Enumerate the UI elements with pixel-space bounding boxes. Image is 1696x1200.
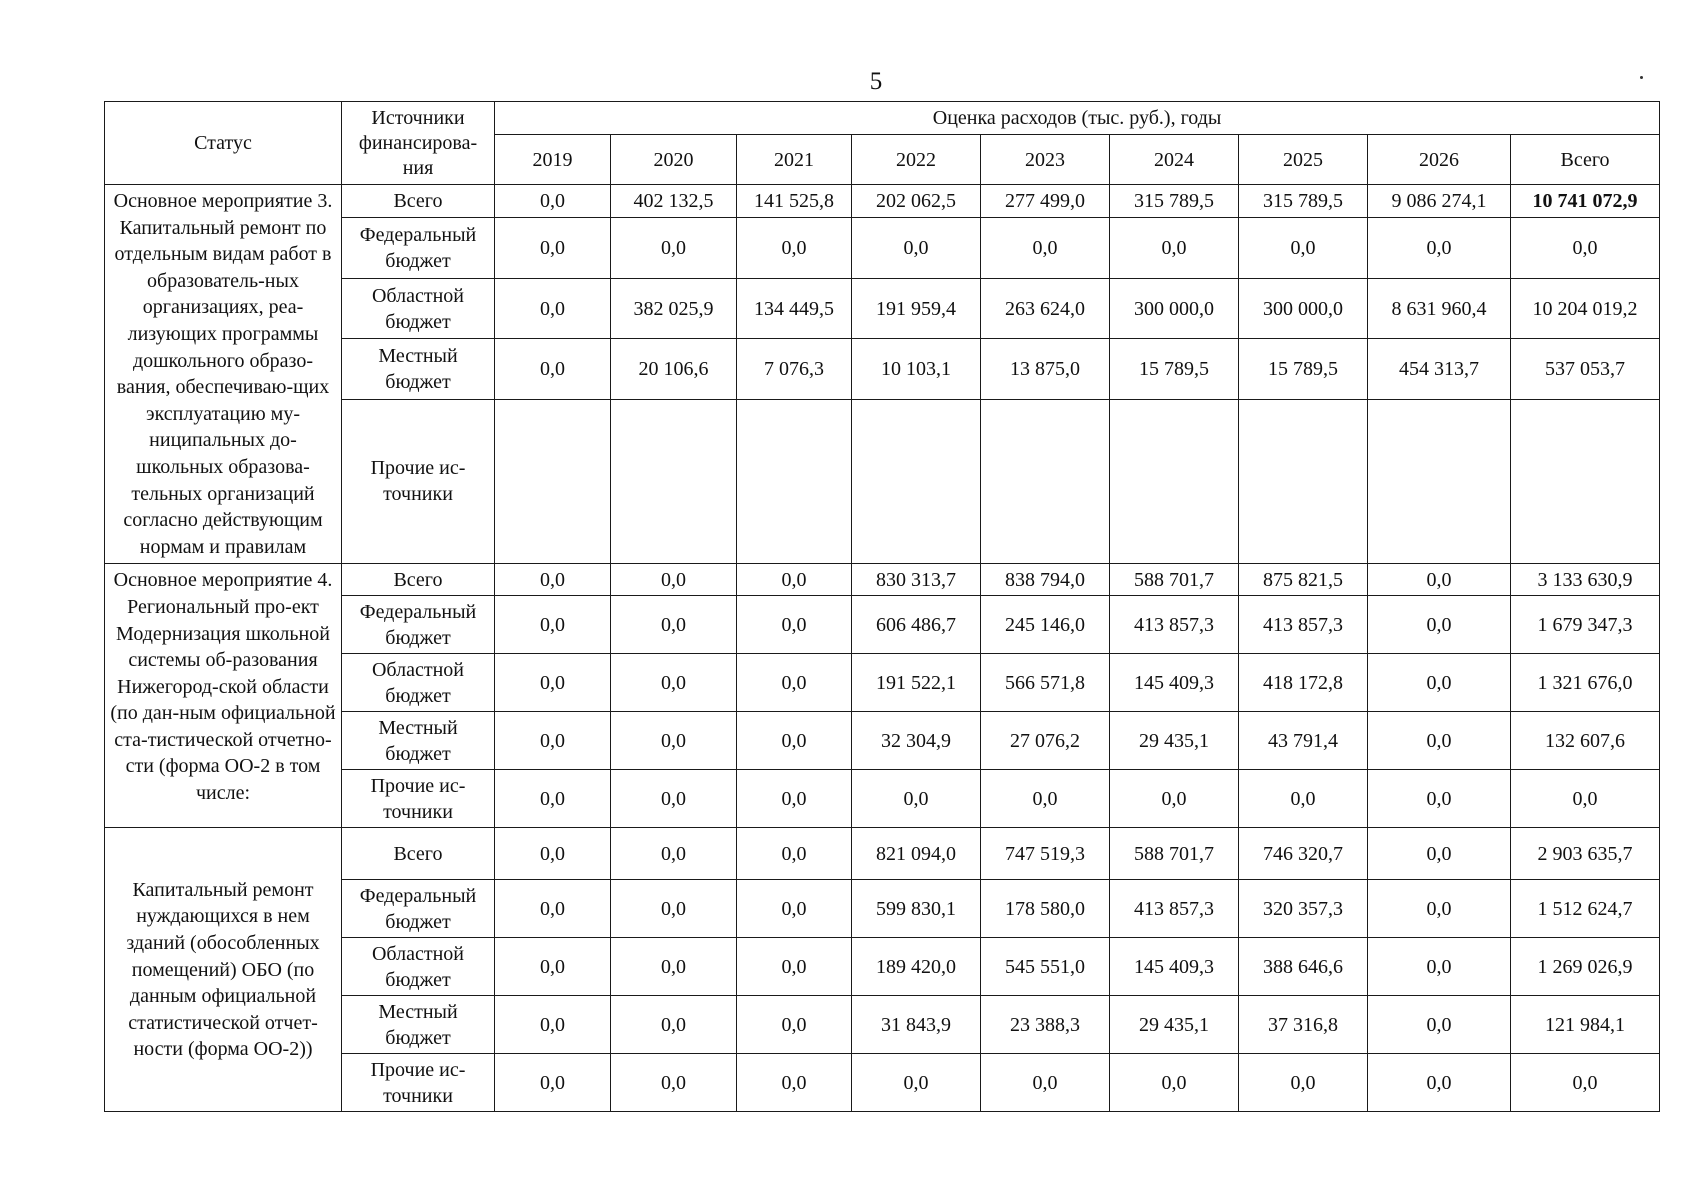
value-cell: 0,0: [611, 596, 737, 654]
source-cell: Местный бюджет: [342, 712, 495, 770]
value-cell: 23 388,3: [981, 996, 1110, 1054]
total-cell: 2 903 635,7: [1511, 828, 1660, 880]
value-cell: 43 791,4: [1239, 712, 1368, 770]
value-cell: 0,0: [737, 218, 852, 278]
value-cell: 141 525,8: [737, 185, 852, 218]
source-cell: Федеральный бюджет: [342, 880, 495, 938]
value-cell: 15 789,5: [1110, 339, 1239, 399]
value-cell: 178 580,0: [981, 880, 1110, 938]
value-cell: 0,0: [852, 218, 981, 278]
value-cell: 10 103,1: [852, 339, 981, 399]
header-status: Статус: [105, 102, 342, 185]
total-cell: 0,0: [1511, 218, 1660, 278]
header-year-col: 2020: [611, 135, 737, 185]
table-row: [105, 564, 1660, 596]
source-cell: Всего: [342, 185, 495, 218]
value-cell: 189 420,0: [852, 938, 981, 996]
value-cell: 875 821,5: [1239, 564, 1368, 596]
value-cell: 0,0: [611, 218, 737, 278]
value-cell: 413 857,3: [1110, 596, 1239, 654]
value-cell: 0,0: [981, 1054, 1110, 1112]
value-cell: 0,0: [1239, 218, 1368, 278]
value-cell: 7 076,3: [737, 339, 852, 399]
table-row: [105, 185, 1660, 218]
value-cell: 0,0: [495, 938, 611, 996]
value-cell: 315 789,5: [1110, 185, 1239, 218]
value-cell: 747 519,3: [981, 828, 1110, 880]
header-year-col: 2022: [852, 135, 981, 185]
value-cell: 413 857,3: [1239, 596, 1368, 654]
source-cell: Областной бюджет: [342, 278, 495, 338]
value-cell: 0,0: [495, 185, 611, 218]
scan-speck: [1640, 76, 1643, 79]
value-cell: 0,0: [737, 880, 852, 938]
value-cell: 0,0: [737, 996, 852, 1054]
total-cell: 132 607,6: [1511, 712, 1660, 770]
total-cell: 1 269 026,9: [1511, 938, 1660, 996]
value-cell: 0,0: [495, 654, 611, 712]
header-year-col: 2026: [1368, 135, 1511, 185]
value-cell: 0,0: [611, 1054, 737, 1112]
value-cell: [1368, 399, 1511, 564]
page-number: 5: [869, 68, 883, 95]
value-cell: 20 106,6: [611, 339, 737, 399]
value-cell: 0,0: [1368, 770, 1511, 828]
value-cell: 0,0: [737, 654, 852, 712]
status-cell: Капитальный ремонт нуждающихся в нем зданий (обособленных помещений) ОБО (по данным официальной статистической отчет-ности (форма ОО-2)): [105, 828, 342, 1112]
total-cell: 1 679 347,3: [1511, 596, 1660, 654]
value-cell: 134 449,5: [737, 278, 852, 338]
value-cell: 746 320,7: [1239, 828, 1368, 880]
header-year-col: 2021: [737, 135, 852, 185]
source-cell: Областной бюджет: [342, 938, 495, 996]
source-cell: Прочие ис-точники: [342, 1054, 495, 1112]
total-cell: 10 204 019,2: [1511, 278, 1660, 338]
value-cell: [981, 399, 1110, 564]
value-cell: 0,0: [495, 596, 611, 654]
value-cell: 300 000,0: [1239, 278, 1368, 338]
value-cell: 0,0: [495, 770, 611, 828]
total-cell: 537 053,7: [1511, 339, 1660, 399]
value-cell: 37 316,8: [1239, 996, 1368, 1054]
value-cell: 0,0: [495, 564, 611, 596]
source-cell: Местный бюджет: [342, 339, 495, 399]
value-cell: 0,0: [1368, 654, 1511, 712]
value-cell: 0,0: [495, 1054, 611, 1112]
value-cell: 388 646,6: [1239, 938, 1368, 996]
value-cell: 0,0: [495, 712, 611, 770]
header-estimate: Оценка расходов (тыс. руб.), годы: [495, 102, 1660, 135]
value-cell: 0,0: [1368, 218, 1511, 278]
source-cell: Всего: [342, 564, 495, 596]
total-cell: 121 984,1: [1511, 996, 1660, 1054]
value-cell: 382 025,9: [611, 278, 737, 338]
value-cell: 0,0: [1368, 1054, 1511, 1112]
value-cell: 0,0: [495, 339, 611, 399]
value-cell: 0,0: [1368, 880, 1511, 938]
value-cell: 0,0: [495, 996, 611, 1054]
value-cell: 0,0: [981, 218, 1110, 278]
total-cell: 0,0: [1511, 770, 1660, 828]
value-cell: 0,0: [737, 828, 852, 880]
value-cell: 0,0: [611, 938, 737, 996]
value-cell: 0,0: [1368, 564, 1511, 596]
total-cell: 0,0: [1511, 1054, 1660, 1112]
value-cell: 0,0: [611, 996, 737, 1054]
value-cell: 31 843,9: [852, 996, 981, 1054]
value-cell: 830 313,7: [852, 564, 981, 596]
value-cell: [852, 399, 981, 564]
value-cell: 0,0: [1368, 828, 1511, 880]
header-year-col: 2024: [1110, 135, 1239, 185]
table-row: [105, 828, 1660, 880]
source-cell: Местный бюджет: [342, 996, 495, 1054]
source-cell: Всего: [342, 828, 495, 880]
value-cell: 315 789,5: [1239, 185, 1368, 218]
header-year-col: 2019: [495, 135, 611, 185]
value-cell: 0,0: [1110, 770, 1239, 828]
value-cell: 0,0: [1368, 712, 1511, 770]
header-row: [105, 102, 1660, 135]
value-cell: 418 172,8: [1239, 654, 1368, 712]
value-cell: 13 875,0: [981, 339, 1110, 399]
value-cell: 0,0: [852, 1054, 981, 1112]
value-cell: 838 794,0: [981, 564, 1110, 596]
value-cell: 263 624,0: [981, 278, 1110, 338]
source-cell: Прочие ис-точники: [342, 770, 495, 828]
value-cell: [737, 399, 852, 564]
value-cell: 0,0: [1239, 770, 1368, 828]
status-cell: Основное мероприятие 4. Региональный про-ект Модернизация школьной системы об-разования Нижегород-ской области (по дан-ным официальной ста-тистической отчетно-сти (форма ОО-2 в том числе:: [105, 564, 342, 828]
value-cell: 145 409,3: [1110, 654, 1239, 712]
value-cell: 29 435,1: [1110, 712, 1239, 770]
value-cell: 588 701,7: [1110, 564, 1239, 596]
value-cell: 0,0: [495, 278, 611, 338]
value-cell: 300 000,0: [1110, 278, 1239, 338]
value-cell: 0,0: [737, 564, 852, 596]
value-cell: 245 146,0: [981, 596, 1110, 654]
value-cell: 202 062,5: [852, 185, 981, 218]
source-cell: Федеральный бюджет: [342, 218, 495, 278]
value-cell: 0,0: [611, 654, 737, 712]
value-cell: 29 435,1: [1110, 996, 1239, 1054]
source-cell: Прочие ис-точники: [342, 399, 495, 564]
value-cell: 0,0: [1110, 1054, 1239, 1112]
value-cell: [1110, 399, 1239, 564]
header-total-col: Всего: [1511, 135, 1660, 185]
value-cell: 0,0: [737, 712, 852, 770]
value-cell: 0,0: [737, 770, 852, 828]
value-cell: 0,0: [1368, 938, 1511, 996]
value-cell: 0,0: [737, 938, 852, 996]
value-cell: 599 830,1: [852, 880, 981, 938]
value-cell: 0,0: [495, 218, 611, 278]
total-cell: 10 741 072,9: [1511, 185, 1660, 218]
total-cell: 1 512 624,7: [1511, 880, 1660, 938]
value-cell: 0,0: [611, 880, 737, 938]
value-cell: 0,0: [1239, 1054, 1368, 1112]
value-cell: 606 486,7: [852, 596, 981, 654]
value-cell: 413 857,3: [1110, 880, 1239, 938]
value-cell: [1239, 399, 1368, 564]
value-cell: 0,0: [611, 564, 737, 596]
total-cell: 3 133 630,9: [1511, 564, 1660, 596]
value-cell: 0,0: [852, 770, 981, 828]
header-sources: Источники финансирова-ния: [342, 102, 495, 185]
value-cell: [611, 399, 737, 564]
status-cell: Основное мероприятие 3. Капитальный ремонт по отдельным видам работ в образователь-ных организациях, реа-лизующих программы дошкольного образо-вания, обеспечиваю-щих эксплуатацию му-ниципальных до-школьных образова-тельных организаций согласно действующим нормам и правилам: [105, 185, 342, 564]
value-cell: 0,0: [1368, 596, 1511, 654]
source-cell: Федеральный бюджет: [342, 596, 495, 654]
value-cell: 191 959,4: [852, 278, 981, 338]
value-cell: 27 076,2: [981, 712, 1110, 770]
header-year-col: 2023: [981, 135, 1110, 185]
value-cell: 821 094,0: [852, 828, 981, 880]
value-cell: 0,0: [1110, 218, 1239, 278]
value-cell: 402 132,5: [611, 185, 737, 218]
header-year-col: 2025: [1239, 135, 1368, 185]
value-cell: 0,0: [611, 770, 737, 828]
value-cell: 0,0: [495, 828, 611, 880]
value-cell: 545 551,0: [981, 938, 1110, 996]
table-body: [105, 185, 1660, 1112]
value-cell: 0,0: [1368, 996, 1511, 1054]
source-cell: Областной бюджет: [342, 654, 495, 712]
total-cell: 1 321 676,0: [1511, 654, 1660, 712]
value-cell: 0,0: [611, 712, 737, 770]
value-cell: 0,0: [495, 880, 611, 938]
value-cell: 0,0: [611, 828, 737, 880]
value-cell: 9 086 274,1: [1368, 185, 1511, 218]
value-cell: 8 631 960,4: [1368, 278, 1511, 338]
value-cell: 0,0: [737, 596, 852, 654]
value-cell: 145 409,3: [1110, 938, 1239, 996]
total-cell: [1511, 399, 1660, 564]
value-cell: 0,0: [737, 1054, 852, 1112]
budget-table: [104, 101, 1660, 1112]
value-cell: [495, 399, 611, 564]
value-cell: 277 499,0: [981, 185, 1110, 218]
value-cell: 15 789,5: [1239, 339, 1368, 399]
value-cell: 566 571,8: [981, 654, 1110, 712]
value-cell: 0,0: [981, 770, 1110, 828]
value-cell: 588 701,7: [1110, 828, 1239, 880]
value-cell: 320 357,3: [1239, 880, 1368, 938]
value-cell: 32 304,9: [852, 712, 981, 770]
value-cell: 454 313,7: [1368, 339, 1511, 399]
value-cell: 191 522,1: [852, 654, 981, 712]
